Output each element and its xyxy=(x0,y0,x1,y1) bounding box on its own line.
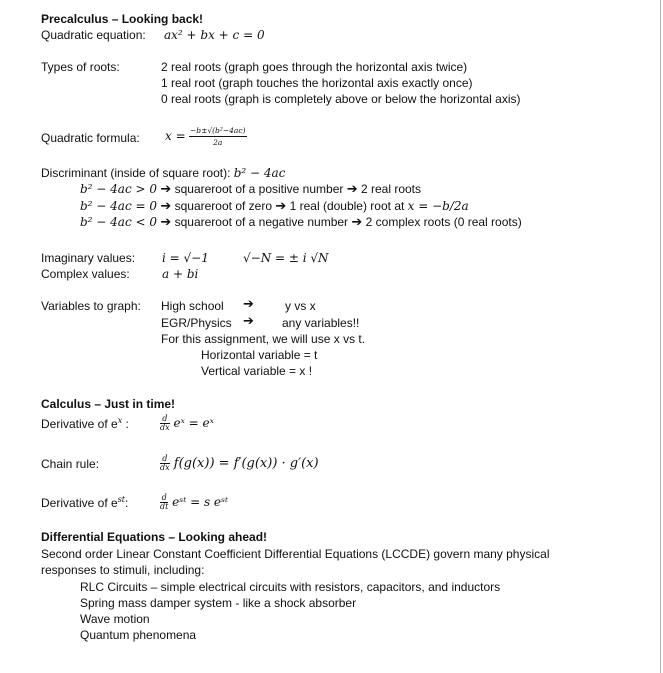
deriv-ex-value: eˣ = eˣ xyxy=(173,416,214,430)
disc-roots: 2 complex roots (0 real roots) xyxy=(365,215,522,229)
calc-title: Calculus – Just in time! xyxy=(41,397,176,411)
d-dx-operator xyxy=(160,415,170,432)
disc-label: Discriminant (inside of square root): xyxy=(41,166,231,180)
dx-den: dx xyxy=(160,423,170,432)
deriv-est-colon: : xyxy=(125,496,129,510)
arrow-right-icon: ➔ xyxy=(243,314,254,329)
complex-expr: a + bi xyxy=(162,267,199,281)
disc-cond: b² − 4ac = 0 xyxy=(80,199,158,213)
chain-rule-value: f(g(x)) = f′(g(x)) · g′(x) xyxy=(173,456,319,471)
disc-roots: 1 real (double) root at xyxy=(289,199,405,213)
vertical-variable: Vertical variable = x ! xyxy=(201,364,313,378)
deriv-ex-label xyxy=(41,417,129,431)
vars-label: Variables to graph: xyxy=(41,299,141,313)
imag-expr-2: √−N = ± i √N xyxy=(243,251,329,265)
vars-what-egr: any variables!! xyxy=(282,316,360,330)
dx-den: dx xyxy=(160,463,170,472)
quadratic-formula xyxy=(165,124,247,148)
diffeq-item: RLC Circuits – simple electrical circuits with resistors, capacitors, and inductors xyxy=(80,580,501,594)
d-num: d xyxy=(160,455,170,464)
diffeq-item: Spring mass damper system - like a shock absorber xyxy=(80,596,357,610)
arrow-right-icon: ➔ xyxy=(160,182,172,197)
arrow-right-icon: ➔ xyxy=(243,297,254,312)
deriv-ex-expr xyxy=(160,410,214,436)
formula-denominator: 2a xyxy=(213,138,223,148)
arrow-right-icon: ➔ xyxy=(351,215,363,230)
page-border xyxy=(660,0,661,673)
formula-fraction xyxy=(189,126,247,147)
disc-case-positive xyxy=(80,182,421,197)
disc-roots: 2 real roots xyxy=(360,182,421,196)
diffeq-title: Differential Equations – Looking ahead! xyxy=(41,530,268,544)
vars-who-hs: High school xyxy=(161,299,224,313)
imag-label: Imaginary values: xyxy=(41,251,136,265)
disc-case-negative xyxy=(80,215,522,230)
chain-label: Chain rule: xyxy=(41,457,100,471)
formula-lhs: x = xyxy=(165,129,186,143)
d-dt-operator xyxy=(160,494,168,511)
formula-label: Quadratic formula: xyxy=(41,131,140,145)
chain-rule-expr xyxy=(160,451,319,477)
formula-numerator: −b±√(b²−4ac) xyxy=(189,126,246,136)
disc-result: squareroot of a positive number xyxy=(174,182,344,196)
vars-who-egr: EGR/Physics xyxy=(161,316,232,330)
diffeq-item: Wave motion xyxy=(80,612,150,626)
quad-label: Quadratic equation: xyxy=(41,28,146,42)
diffeq-intro-1: Second order Linear Constant Coefficient Differential Equations (LCCDE) govern many physical xyxy=(41,547,550,561)
deriv-est-label xyxy=(41,496,128,510)
deriv-ex-colon: : xyxy=(122,417,129,431)
assignment-note: For this assignment, we will use x vs t. xyxy=(161,332,366,346)
disc-case-zero xyxy=(80,199,469,214)
dt-den: dt xyxy=(160,502,169,511)
complex-label: Complex values: xyxy=(41,267,130,281)
arrow-right-icon: ➔ xyxy=(275,199,287,214)
deriv-ex-text: Derivative of e xyxy=(41,417,118,431)
root-type-2: 2 real roots (graph goes through the horizontal axis twice) xyxy=(161,60,468,74)
precalc-title: Precalculus – Looking back! xyxy=(41,12,204,26)
quad-equation: ax² + bx + c = 0 xyxy=(164,28,265,42)
root-type-0: 0 real roots (graph is completely above or below the horizontal axis) xyxy=(161,92,521,106)
deriv-est-expr xyxy=(160,489,228,515)
horizontal-variable: Horizontal variable = t xyxy=(201,348,318,362)
disc-root-value: x = −b/2a xyxy=(407,199,469,213)
arrow-right-icon: ➔ xyxy=(160,215,172,230)
disc-cond: b² − 4ac < 0 xyxy=(80,215,158,229)
disc-expr: b² − 4ac xyxy=(233,166,286,180)
deriv-est-sup: st xyxy=(117,495,126,504)
diffeq-item: Quantum phenomena xyxy=(80,628,197,642)
root-type-1: 1 real root (graph touches the horizontal axis exactly once) xyxy=(161,76,473,90)
roots-label: Types of roots: xyxy=(41,60,120,74)
d-num: d xyxy=(160,415,170,424)
deriv-est-value: eˢᵗ = s eˢᵗ xyxy=(172,495,229,509)
d-dx-operator xyxy=(160,455,170,472)
imag-expr: i = √−1 xyxy=(162,251,209,265)
disc-result: squareroot of zero xyxy=(174,199,272,213)
vars-what-hs: y vs x xyxy=(285,299,316,313)
d-num: d xyxy=(161,493,167,502)
deriv-ex-sup: x xyxy=(117,416,123,425)
diffeq-intro-2: responses to stimuli, including: xyxy=(41,563,205,577)
disc-cond: b² − 4ac > 0 xyxy=(80,182,158,196)
disc-result: squareroot of a negative number xyxy=(174,215,349,229)
deriv-est-text: Derivative of e xyxy=(41,496,118,510)
discriminant-line xyxy=(41,166,285,180)
arrow-right-icon: ➔ xyxy=(160,199,172,214)
arrow-right-icon: ➔ xyxy=(346,182,358,197)
